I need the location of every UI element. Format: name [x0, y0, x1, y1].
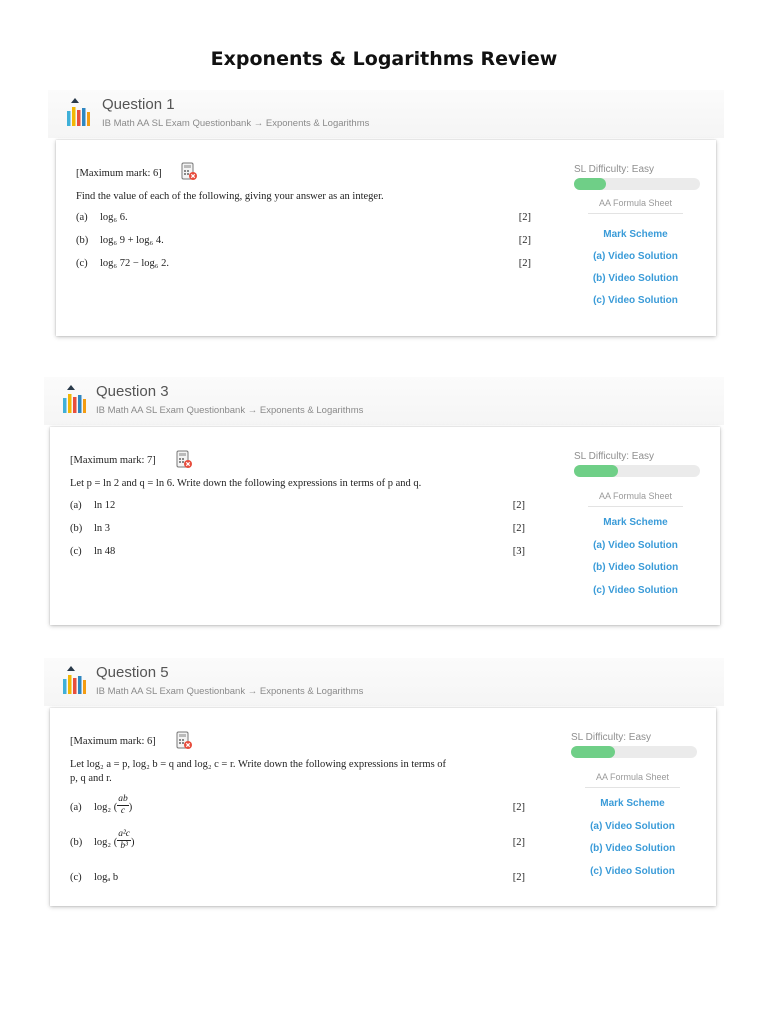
part-marks: [2] — [518, 258, 531, 269]
divider — [588, 213, 683, 214]
part-label: (c) — [70, 872, 82, 883]
max-mark: [Maximum mark: 7] — [70, 455, 156, 466]
question-part-c — [76, 258, 531, 274]
part-marks: [2] — [512, 523, 525, 534]
video-solution-c-link[interactable]: (c) Video Solution — [593, 585, 678, 596]
part-label: (c) — [70, 546, 82, 557]
bar-chart-logo-icon — [62, 385, 86, 415]
difficulty-bar-fill — [574, 178, 606, 190]
question-card — [50, 708, 716, 906]
question-part-c — [70, 872, 525, 888]
formula-sheet-link[interactable]: AA Formula Sheet — [595, 772, 670, 782]
log-prefix: log₂ — [94, 837, 112, 848]
question-prompt-line-1: Let log₂ a = p, log₂ b = q and log₂ c = r. Write down the following expressions in terms of — [70, 759, 447, 770]
divider — [588, 506, 683, 507]
mark-scheme-link[interactable]: Mark Scheme — [603, 229, 668, 240]
video-solution-b-link[interactable]: (b) Video Solution — [589, 843, 676, 854]
mark-scheme-link[interactable]: Mark Scheme — [600, 798, 665, 809]
part-label: (a) — [70, 802, 82, 813]
part-expression: log₆ 6. — [100, 212, 128, 223]
calculator-not-allowed-icon — [181, 162, 197, 181]
calculator-not-allowed-icon — [176, 731, 192, 750]
part-expression: log₆ 72 − log₆ 2. — [100, 258, 169, 269]
part-label: (a) — [76, 212, 88, 223]
part-marks: [2] — [512, 872, 525, 883]
formula-sheet-link[interactable]: AA Formula Sheet — [598, 491, 673, 501]
fraction-numerator: ab — [118, 794, 128, 804]
part-expression: log₂ ( $\frac{ab}{c}$ ) — [94, 794, 133, 816]
video-solution-c-link[interactable]: (c) Video Solution — [590, 866, 675, 877]
calculator-not-allowed-icon — [176, 450, 192, 469]
question-prompt: Find the value of each of the following, giving your answer as an integer. — [76, 191, 384, 202]
question-part-b — [70, 523, 525, 539]
breadcrumb: IB Math AA SL Exam Questionbank → Exponents & Logarithms — [96, 686, 364, 697]
difficulty-bar — [571, 746, 697, 758]
page-title: Exponents & Logarithms Review — [210, 48, 558, 70]
difficulty-label: SL Difficulty: Easy — [574, 451, 655, 462]
question-block-3 — [44, 377, 724, 629]
question-part-c — [70, 546, 525, 562]
question-card — [50, 427, 720, 625]
question-prompt: Let p = ln 2 and q = ln 6. Write down the following expressions in terms of p and q. — [70, 478, 422, 489]
part-marks: [2] — [518, 212, 531, 223]
part-label: (a) — [70, 500, 82, 511]
question-body — [70, 455, 530, 557]
fraction-denominator: c — [120, 806, 126, 816]
part-marks: [2] — [518, 235, 531, 246]
video-solution-a-link[interactable]: (a) Video Solution — [590, 821, 675, 832]
mark-scheme-link[interactable]: Mark Scheme — [603, 517, 668, 528]
question-part-b — [76, 235, 531, 251]
part-label: (c) — [76, 258, 88, 269]
difficulty-label: SL Difficulty: Easy — [571, 732, 652, 743]
video-solution-b-link[interactable]: (b) Video Solution — [592, 562, 679, 573]
max-mark: [Maximum mark: 6] — [76, 168, 162, 179]
question-prompt-line-2: p, q and r. — [70, 773, 112, 784]
question-part-a — [76, 212, 531, 228]
fraction-denominator: b³ — [120, 841, 128, 851]
question-title: Question 3 — [96, 383, 169, 400]
video-solution-a-link[interactable]: (a) Video Solution — [593, 251, 678, 262]
question-title: Question 1 — [102, 96, 175, 113]
part-marks: [2] — [512, 802, 525, 813]
difficulty-bar-fill — [571, 746, 615, 758]
part-marks: [2] — [512, 500, 525, 511]
part-expression: log₂ ( $\frac{\text{a²c}}{\text{b³}}$ ) — [94, 829, 135, 851]
question-part-a — [70, 500, 525, 516]
log-prefix: log₂ — [94, 802, 112, 813]
difficulty-bar — [574, 178, 700, 190]
part-label: (b) — [76, 235, 89, 246]
fraction-numerator: a²c — [118, 829, 131, 839]
question-header — [44, 377, 724, 425]
part-label: (b) — [70, 837, 83, 848]
question-title: Question 5 — [96, 664, 169, 681]
breadcrumb: IB Math AA SL Exam Questionbank → Exponents & Logarithms — [96, 405, 364, 416]
question-block-1 — [48, 90, 724, 340]
question-body — [70, 736, 530, 883]
video-solution-c-link[interactable]: (c) Video Solution — [593, 295, 678, 306]
part-marks: [3] — [512, 546, 525, 557]
bar-chart-logo-icon — [62, 666, 86, 696]
question-header — [48, 90, 724, 138]
part-marks: [2] — [512, 837, 525, 848]
video-solution-a-link[interactable]: (a) Video Solution — [593, 540, 678, 551]
question-part-a — [70, 794, 525, 824]
difficulty-label: SL Difficulty: Easy — [574, 164, 655, 175]
bar-chart-logo-icon — [66, 98, 90, 128]
difficulty-bar — [574, 465, 700, 477]
divider — [585, 787, 680, 788]
part-expression: logₐ b — [94, 872, 119, 883]
question-part-b — [70, 829, 525, 859]
formula-sheet-link[interactable]: AA Formula Sheet — [598, 198, 673, 208]
question-card — [56, 140, 716, 336]
part-expression: log₆ 9 + log₆ 4. — [100, 235, 164, 246]
part-label: (b) — [70, 523, 83, 534]
question-header — [44, 658, 724, 706]
question-body — [76, 168, 536, 269]
part-expression: ln 48 — [94, 546, 116, 557]
difficulty-bar-fill — [574, 465, 618, 477]
question-block-5 — [44, 658, 724, 910]
breadcrumb: IB Math AA SL Exam Questionbank → Exponents & Logarithms — [102, 118, 370, 129]
part-expression: ln 3 — [94, 523, 111, 534]
part-expression: ln 12 — [94, 500, 116, 511]
video-solution-b-link[interactable]: (b) Video Solution — [592, 273, 679, 284]
max-mark: [Maximum mark: 6] — [70, 736, 156, 747]
